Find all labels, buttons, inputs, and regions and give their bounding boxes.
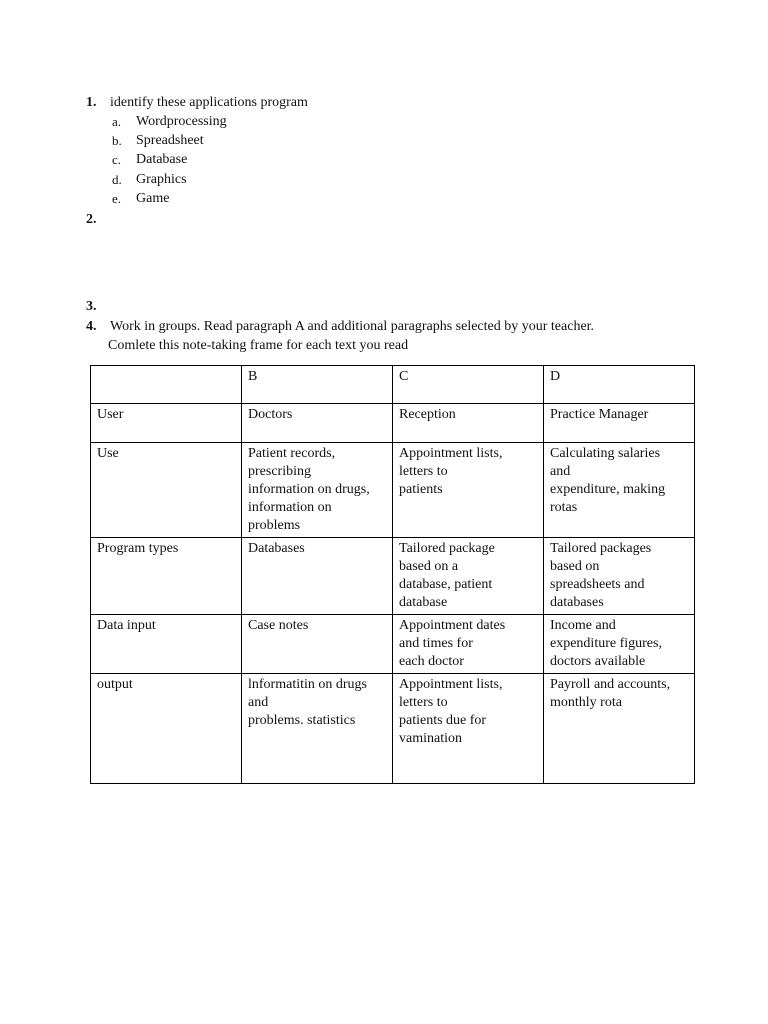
table-cell-line: prescribing	[248, 464, 311, 479]
table-cell-line: vamination	[399, 731, 462, 746]
table-row-label: Data input	[91, 615, 242, 674]
table-cell	[242, 538, 393, 615]
table-cell-line: lnformatitin on drugs	[248, 677, 367, 692]
table-cell-line: letters to	[399, 464, 448, 479]
table-cell-line: doctors available	[550, 654, 646, 669]
question-text-line-2: Comlete this note-taking frame for each text you read	[108, 338, 409, 353]
table-cell	[242, 674, 393, 784]
table-cell-line: based on a	[399, 559, 459, 574]
question-number: 1.	[86, 95, 97, 110]
table-header-cell	[91, 366, 242, 404]
table-cell-line: Payroll and accounts,	[550, 677, 671, 692]
table-cell	[393, 674, 544, 784]
table-row-label: Use	[91, 443, 242, 538]
table-cell-line: patients due for	[399, 713, 487, 728]
table-cell-line: information on	[248, 500, 332, 515]
table-cell-line: monthly rota	[550, 695, 622, 710]
table-cell-line: rotas	[550, 500, 578, 515]
question-text-line-1: Work in groups. Read paragraph A and additional paragraphs selected by your teacher.	[110, 319, 595, 334]
table-cell-line: Databases	[248, 541, 305, 556]
table-cell	[242, 443, 393, 538]
table-cell	[544, 674, 695, 784]
table-cell	[393, 443, 544, 538]
table-header-cell: D	[544, 366, 695, 404]
table-row	[91, 538, 695, 615]
question-text: identify these applications program	[110, 95, 308, 110]
question-number: 2.	[86, 212, 97, 227]
table-cell-line: and times for	[399, 636, 473, 651]
list-item-label: Database	[136, 152, 188, 167]
table-row-label: Program types	[91, 538, 242, 615]
table-row	[91, 615, 695, 674]
table-cell	[393, 615, 544, 674]
list-item-label: Wordprocessing	[136, 114, 227, 129]
table-header-cell: C	[393, 366, 544, 404]
table-row	[91, 443, 695, 538]
table-cell-line: patients	[399, 482, 443, 497]
table-cell-line: problems. statistics	[248, 713, 356, 728]
table-header-cell: B	[242, 366, 393, 404]
table-cell	[544, 443, 695, 538]
table-cell-line: Reception	[399, 407, 456, 422]
table-cell-line: letters to	[399, 695, 448, 710]
table-cell	[544, 404, 695, 443]
table-row	[91, 404, 695, 443]
table-row-label: User	[91, 404, 242, 443]
list-item-letter: c.	[112, 152, 122, 167]
table-cell-line: and	[248, 695, 269, 710]
table-row	[91, 674, 695, 784]
table-cell-line: information on drugs,	[248, 482, 370, 497]
table-cell-line: spreadsheets and	[550, 577, 645, 592]
table-cell-line: based on	[550, 559, 600, 574]
table-cell-line: expenditure figures,	[550, 636, 662, 651]
list-item-label: Graphics	[136, 172, 187, 187]
table-cell-line: database, patient	[399, 577, 493, 592]
list-item-letter: b.	[112, 133, 122, 148]
list-item-letter: a.	[112, 114, 122, 129]
table-cell-line: problems	[248, 518, 301, 533]
table-cell	[393, 538, 544, 615]
table-cell	[242, 615, 393, 674]
table-header-row	[91, 366, 695, 404]
table-cell	[544, 615, 695, 674]
table-cell-line: Tailored packages	[550, 541, 652, 556]
table-cell-line: expenditure, making	[550, 482, 666, 497]
table-cell-line: Appointment lists,	[399, 446, 503, 461]
list-item-label: Game	[136, 191, 170, 206]
table-cell-line: each doctor	[399, 654, 464, 669]
note-taking-frame-table	[90, 365, 695, 784]
table-cell	[544, 538, 695, 615]
table-cell-line: Calculating salaries	[550, 446, 661, 461]
table-cell-line: and	[550, 464, 571, 479]
table-cell-line: Appointment lists,	[399, 677, 503, 692]
table-cell-line: Tailored package	[399, 541, 495, 556]
table-cell-line: Income and	[550, 618, 616, 633]
table-cell-line: Case notes	[248, 618, 309, 633]
table-cell-line: databases	[550, 595, 604, 610]
question-number: 3.	[86, 299, 97, 314]
table-cell-line: Patient records,	[248, 446, 336, 461]
list-item-label: Spreadsheet	[136, 133, 204, 148]
table-cell	[242, 404, 393, 443]
list-item-letter: e.	[112, 191, 122, 206]
table-cell-line: database	[399, 595, 448, 610]
table-cell-line: Doctors	[248, 407, 293, 422]
list-item-letter: d.	[112, 172, 122, 187]
table-cell-line: Practice Manager	[550, 407, 649, 422]
table-cell-line: Appointment dates	[399, 618, 506, 633]
table-cell	[393, 404, 544, 443]
question-number: 4.	[86, 319, 97, 334]
table-row-label: output	[91, 674, 242, 784]
